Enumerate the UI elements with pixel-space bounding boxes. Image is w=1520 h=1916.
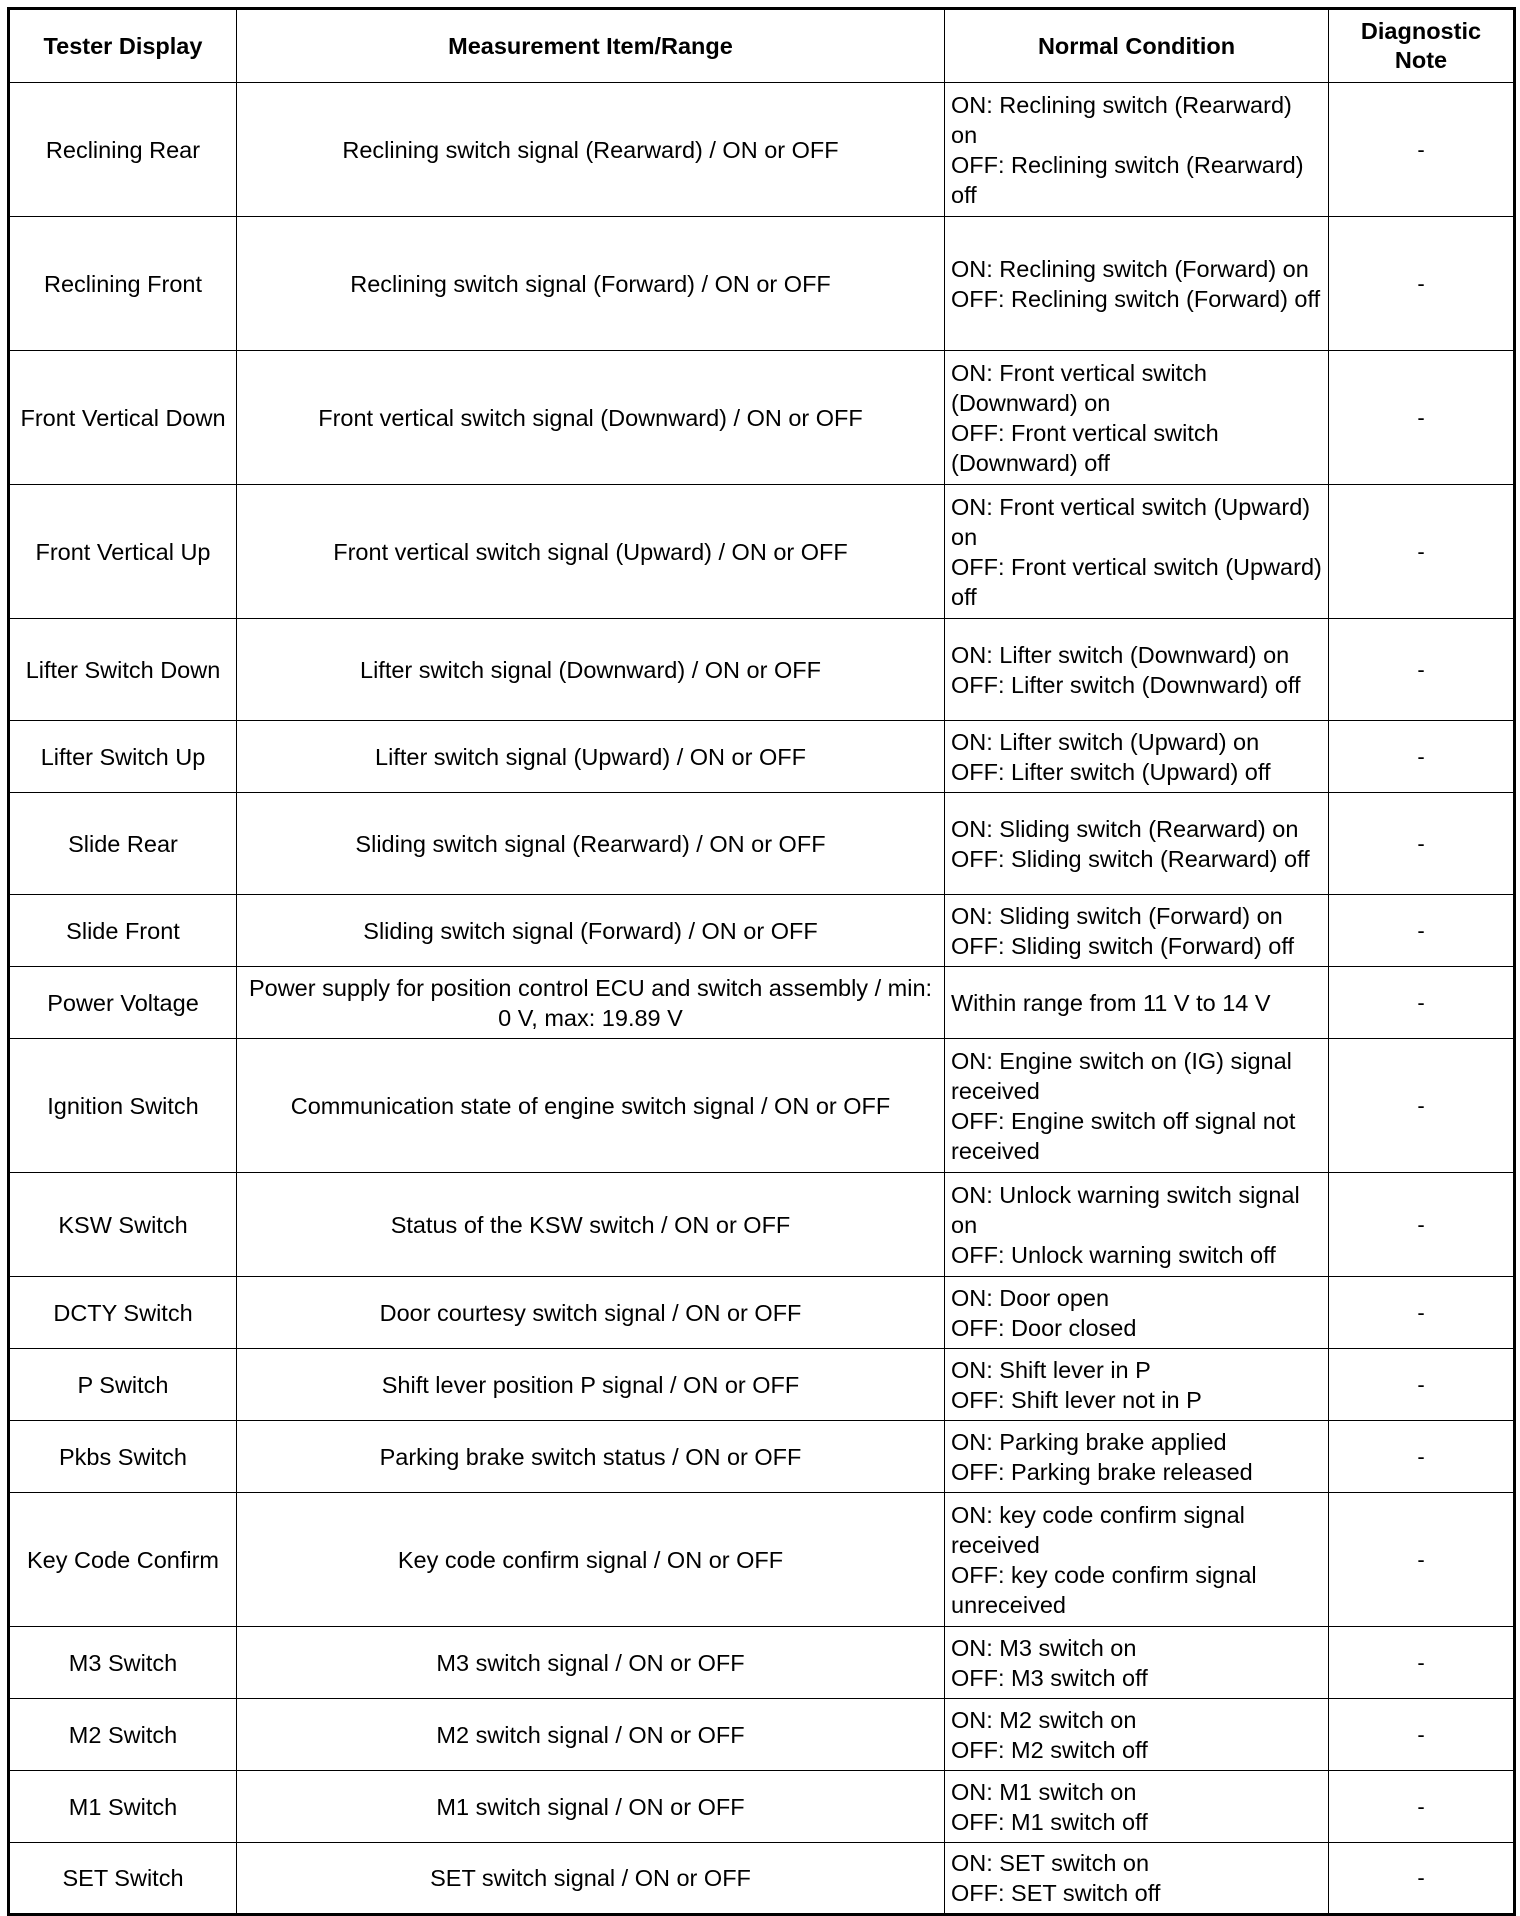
diagnostic-note-cell: -	[1329, 351, 1515, 485]
measurement-item-cell: Communication state of engine switch signal / ON or OFF	[237, 1039, 945, 1173]
diagnostic-note-cell: -	[1329, 1421, 1515, 1493]
header-normal-condition: Normal Condition	[945, 9, 1329, 83]
diagnostic-note-cell: -	[1329, 1277, 1515, 1349]
table-body	[9, 83, 1515, 1915]
tester-display-cell: Front Vertical Down	[9, 351, 237, 485]
diagnostic-note-cell: -	[1329, 793, 1515, 895]
normal-condition-off: OFF: Door closed	[951, 1314, 1137, 1341]
measurement-item-cell: Lifter switch signal (Downward) / ON or OFF	[237, 619, 945, 721]
normal-condition-off: OFF: Parking brake released	[951, 1458, 1253, 1485]
table-row	[9, 1349, 1515, 1421]
table-row	[9, 1627, 1515, 1699]
table-row	[9, 83, 1515, 217]
normal-condition-cell	[945, 485, 1329, 619]
table-row	[9, 485, 1515, 619]
normal-condition-off: OFF: M2 switch off	[951, 1736, 1148, 1763]
normal-condition-cell	[945, 1421, 1329, 1493]
tester-display-cell: Pkbs Switch	[9, 1421, 237, 1493]
diagnostic-note-cell: -	[1329, 721, 1515, 793]
diagnostic-note-cell: -	[1329, 1173, 1515, 1277]
normal-condition-on: ON: Lifter switch (Upward) on	[951, 728, 1260, 755]
normal-condition-cell	[945, 351, 1329, 485]
diagnostic-note-cell: -	[1329, 217, 1515, 351]
measurement-item-cell: Reclining switch signal (Rearward) / ON or OFF	[237, 83, 945, 217]
normal-condition-on: ON: M2 switch on	[951, 1706, 1137, 1733]
normal-condition-on: ON: Reclining switch (Forward) on	[951, 255, 1309, 282]
diagnostic-note-cell: -	[1329, 967, 1515, 1039]
measurement-item-cell: Power supply for position control ECU and switch assembly / min: 0 V, max: 19.89 V	[237, 967, 945, 1039]
normal-condition-cell	[945, 1173, 1329, 1277]
measurement-item-cell: Lifter switch signal (Upward) / ON or OFF	[237, 721, 945, 793]
table-row	[9, 1843, 1515, 1915]
table-row	[9, 619, 1515, 721]
normal-condition-off: OFF: Lifter switch (Downward) off	[951, 671, 1301, 698]
measurement-item-cell: Door courtesy switch signal / ON or OFF	[237, 1277, 945, 1349]
normal-condition-cell	[945, 217, 1329, 351]
normal-condition-off: OFF: Shift lever not in P	[951, 1386, 1202, 1413]
tester-display-cell: DCTY Switch	[9, 1277, 237, 1349]
tester-display-cell: Reclining Rear	[9, 83, 237, 217]
normal-condition-cell	[945, 721, 1329, 793]
data-monitor-table	[7, 7, 1516, 1916]
normal-condition-on: ON: Front vertical switch (Upward) on	[951, 493, 1311, 550]
normal-condition-off: OFF: Front vertical switch (Upward) off	[951, 553, 1322, 610]
normal-condition-off: OFF: Reclining switch (Rearward) off	[951, 151, 1304, 208]
tester-display-cell: Ignition Switch	[9, 1039, 237, 1173]
measurement-item-cell: Key code confirm signal / ON or OFF	[237, 1493, 945, 1627]
tester-display-cell: M3 Switch	[9, 1627, 237, 1699]
normal-condition-off: OFF: Reclining switch (Forward) off	[951, 285, 1321, 312]
table-row	[9, 217, 1515, 351]
table-row	[9, 1771, 1515, 1843]
tester-display-cell: SET Switch	[9, 1843, 237, 1915]
table-row	[9, 1277, 1515, 1349]
normal-condition-on: ON: M1 switch on	[951, 1778, 1137, 1805]
diagnostic-note-cell: -	[1329, 1493, 1515, 1627]
normal-condition-on: ON: Sliding switch (Rearward) on	[951, 815, 1299, 842]
measurement-item-cell: SET switch signal / ON or OFF	[237, 1843, 945, 1915]
table-row	[9, 721, 1515, 793]
measurement-item-cell: Shift lever position P signal / ON or OFF	[237, 1349, 945, 1421]
header-diagnostic-note: Diagnostic Note	[1329, 9, 1515, 83]
normal-condition-on: ON: key code confirm signal received	[951, 1501, 1245, 1558]
tester-display-cell: M2 Switch	[9, 1699, 237, 1771]
header-measurement-item: Measurement Item/Range	[237, 9, 945, 83]
measurement-item-cell: Status of the KSW switch / ON or OFF	[237, 1173, 945, 1277]
normal-condition-on: ON: Reclining switch (Rearward) on	[951, 91, 1292, 148]
measurement-item-cell: M2 switch signal / ON or OFF	[237, 1699, 945, 1771]
normal-condition-off: OFF: key code confirm signal unreceived	[951, 1561, 1257, 1618]
normal-condition-cell	[945, 619, 1329, 721]
measurement-item-cell: Sliding switch signal (Forward) / ON or OFF	[237, 895, 945, 967]
measurement-item-cell: Parking brake switch status / ON or OFF	[237, 1421, 945, 1493]
diagnostic-note-cell: -	[1329, 1349, 1515, 1421]
normal-condition-on: ON: Parking brake applied	[951, 1428, 1227, 1455]
normal-condition-cell	[945, 1349, 1329, 1421]
tester-display-cell: M1 Switch	[9, 1771, 237, 1843]
diagnostic-note-cell: -	[1329, 1771, 1515, 1843]
normal-condition-cell	[945, 1039, 1329, 1173]
measurement-item-cell: Sliding switch signal (Rearward) / ON or OFF	[237, 793, 945, 895]
normal-condition-on: ON: Lifter switch (Downward) on	[951, 641, 1290, 668]
tester-display-cell: P Switch	[9, 1349, 237, 1421]
diagnostic-note-cell: -	[1329, 895, 1515, 967]
normal-condition-on: ON: Unlock warning switch signal on	[951, 1181, 1300, 1238]
tester-display-cell: Reclining Front	[9, 217, 237, 351]
table-row	[9, 1039, 1515, 1173]
normal-condition-on: ON: Engine switch on (IG) signal received	[951, 1047, 1292, 1104]
normal-condition-on: Within range from 11 V to 14 V	[951, 989, 1271, 1016]
table-row	[9, 967, 1515, 1039]
normal-condition-off: OFF: Engine switch off signal not received	[951, 1107, 1296, 1164]
table-row	[9, 1173, 1515, 1277]
tester-display-cell: Slide Front	[9, 895, 237, 967]
tester-display-cell: Key Code Confirm	[9, 1493, 237, 1627]
diagnostic-note-cell: -	[1329, 1699, 1515, 1771]
table-row	[9, 793, 1515, 895]
table-row	[9, 895, 1515, 967]
table-header-row	[9, 9, 1515, 83]
tester-display-cell: Front Vertical Up	[9, 485, 237, 619]
tester-display-cell: Power Voltage	[9, 967, 237, 1039]
normal-condition-cell	[945, 793, 1329, 895]
normal-condition-cell	[945, 1699, 1329, 1771]
normal-condition-cell	[945, 1771, 1329, 1843]
table-row	[9, 351, 1515, 485]
normal-condition-off: OFF: Lifter switch (Upward) off	[951, 758, 1271, 785]
measurement-item-cell: Reclining switch signal (Forward) / ON or OFF	[237, 217, 945, 351]
tester-display-cell: Lifter Switch Up	[9, 721, 237, 793]
normal-condition-on: ON: Door open	[951, 1284, 1110, 1311]
diagnostic-note-cell: -	[1329, 1843, 1515, 1915]
normal-condition-cell	[945, 895, 1329, 967]
diagnostic-note-cell: -	[1329, 1039, 1515, 1173]
normal-condition-cell	[945, 1627, 1329, 1699]
diagnostic-note-cell: -	[1329, 485, 1515, 619]
measurement-item-cell: M1 switch signal / ON or OFF	[237, 1771, 945, 1843]
tester-display-cell: Lifter Switch Down	[9, 619, 237, 721]
table-row	[9, 1699, 1515, 1771]
tester-display-cell: KSW Switch	[9, 1173, 237, 1277]
normal-condition-off: OFF: Sliding switch (Forward) off	[951, 932, 1295, 959]
measurement-item-cell: Front vertical switch signal (Downward) / ON or OFF	[237, 351, 945, 485]
tester-display-cell: Slide Rear	[9, 793, 237, 895]
normal-condition-cell	[945, 83, 1329, 217]
normal-condition-on: ON: Shift lever in P	[951, 1356, 1151, 1383]
table-row	[9, 1493, 1515, 1627]
normal-condition-off: OFF: Front vertical switch (Downward) off	[951, 419, 1219, 476]
normal-condition-off: OFF: M1 switch off	[951, 1808, 1148, 1835]
diagnostic-note-cell: -	[1329, 1627, 1515, 1699]
diagnostic-note-cell: -	[1329, 83, 1515, 217]
measurement-item-cell: Front vertical switch signal (Upward) / ON or OFF	[237, 485, 945, 619]
normal-condition-off: OFF: M3 switch off	[951, 1664, 1148, 1691]
header-tester-display: Tester Display	[9, 9, 237, 83]
diagnostic-note-cell: -	[1329, 619, 1515, 721]
table-row	[9, 1421, 1515, 1493]
normal-condition-on: ON: M3 switch on	[951, 1634, 1137, 1661]
normal-condition-on: ON: SET switch on	[951, 1850, 1150, 1876]
normal-condition-on: ON: Sliding switch (Forward) on	[951, 902, 1283, 929]
normal-condition-off: OFF: Unlock warning switch off	[951, 1241, 1276, 1268]
measurement-item-cell: M3 switch signal / ON or OFF	[237, 1627, 945, 1699]
normal-condition-off: OFF: Sliding switch (Rearward) off	[951, 845, 1310, 872]
normal-condition-cell	[945, 1493, 1329, 1627]
normal-condition-cell	[945, 1277, 1329, 1349]
normal-condition-off: OFF: SET switch off	[951, 1880, 1161, 1906]
normal-condition-cell	[945, 1843, 1329, 1915]
normal-condition-cell	[945, 967, 1329, 1039]
normal-condition-on: ON: Front vertical switch (Downward) on	[951, 359, 1207, 416]
